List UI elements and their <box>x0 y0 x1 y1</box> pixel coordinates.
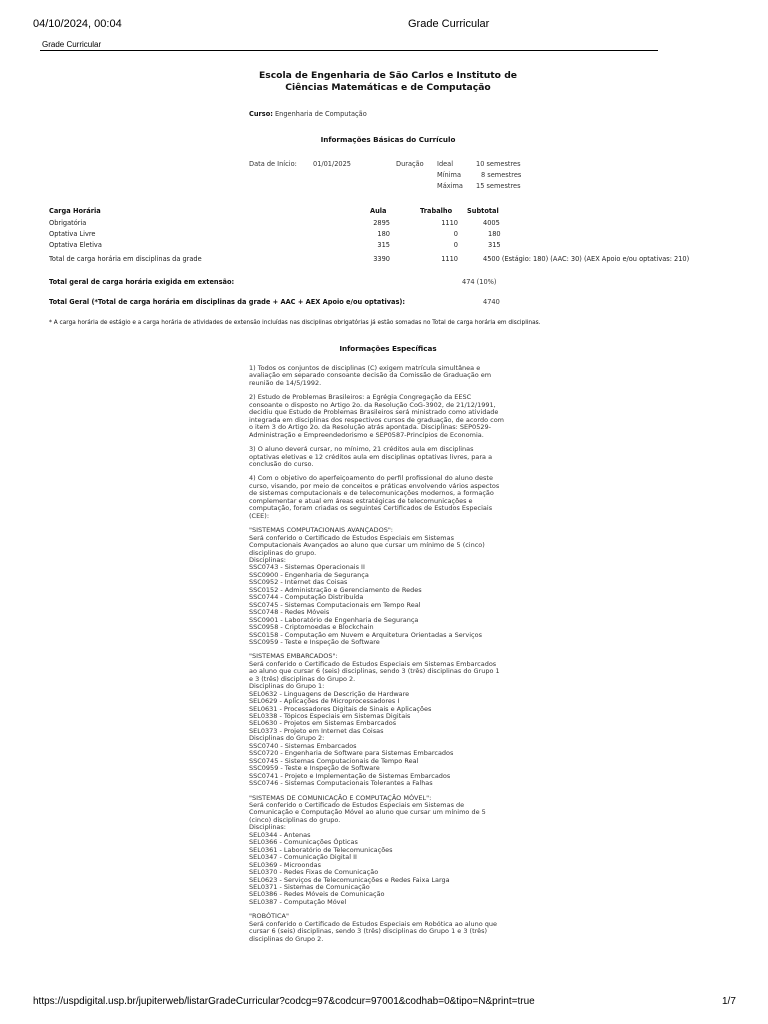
basic-info-title: Informações Básicas do Currículo <box>320 135 456 144</box>
info-paragraph: 2) Estudo de Problemas Brasileiros: a Egrégia Congregação da EESC consoante o disposto no Artigo 2o. da Resolução CoG-3902, de 21/12/1991, decidiu que Estudo de Problemas Brasileiros será ministrado como atividade integrada em disciplinas dos respectivos cursos de graduação, de acordo com o item 3 do Artigo 2o. da Resolução atrás apontada. Disciplinas: SEP0529- Administração e Empreendedorismo e SEP0587-Princípios de Economia. <box>249 393 505 439</box>
duration-max-value: 15 semestres <box>476 182 521 190</box>
row-name: Optativa Livre <box>49 230 96 238</box>
duration-min-label: Mínima <box>437 171 461 179</box>
course-label: Curso: <box>249 110 273 118</box>
info-paragraph: 3) O aluno deverá cursar, no mínimo, 21 créditos aula em disciplinas optativas eletivas e 12 créditos aula em disciplinas optativas livres, para a conclusão do curso. <box>249 445 493 468</box>
row-aula: 2895 <box>373 219 390 227</box>
duration-label: Duração <box>396 160 424 168</box>
start-date-value: 01/01/2025 <box>313 160 352 168</box>
row-trabalho: 0 <box>453 230 458 238</box>
institution-line-2: Ciências Matemáticas e de Computação <box>285 82 491 93</box>
row-name: Obrigatória <box>49 219 87 227</box>
row-name: Optativa Eletiva <box>49 241 102 249</box>
duration-min-value: 8 semestres <box>481 171 522 179</box>
header-trabalho: Trabalho <box>420 207 453 215</box>
row-aula: 180 <box>377 230 390 238</box>
extension-total-value: 474 (10%) <box>462 278 497 286</box>
header-divider <box>40 50 658 51</box>
row-trabalho: 1110 <box>441 255 458 263</box>
course-line <box>249 110 367 118</box>
print-page-number: 1/7 <box>722 996 736 1007</box>
certificate-comunicacao-movel: "SISTEMAS DE COMUNICAÇÃO E COMPUTAÇÃO MÓVEL": Será conferido o Certificado de Estudos Especiais em Sistemas de Comunicação e Computação Móvel ao aluno que cursar um mínimo de 5 (cinco) disciplinas do grupo. Disciplinas: SEL0344 - Antenas SEL0366 - Comunicações Ópticas SEL0361 - Laboratório de Telecomunicações SEL0347 - Comunicação Digital II SEL0369 - Microondas SEL0370 - Redes Fixas de Comunicação SEL0623 - Serviços de Telecomunicações e Redes Faixa Larga SEL0371 - Sistemas de Comunicação SEL0386 - Redes Móveis de Comunicação SEL0387 - Computação Móvel <box>249 793 486 906</box>
duration-ideal-label: Ideal <box>437 160 454 168</box>
institution-line-1: Escola de Engenharia de São Carlos e Instituto de <box>258 70 518 81</box>
duration-ideal-value: 10 semestres <box>476 160 521 168</box>
row-subtotal: 4500 (Estágio: 180) (AAC: 30) (AEX Apoio e/ou optativas: 210) <box>483 255 690 263</box>
specific-info-body <box>249 365 539 950</box>
row-subtotal: 4005 <box>483 219 500 227</box>
print-url: https://uspdigital.usp.br/jupiterweb/listarGradeCurricular?codcg=97&codcur=97001&codhab=0&tipo=N&print=true <box>33 996 535 1007</box>
print-title: Grade Curricular <box>408 18 490 30</box>
header-subtotal: Subtotal <box>467 207 499 215</box>
grand-total-value: 4740 <box>483 298 500 306</box>
workload-note: * A carga horária de estágio e a carga horária de atividades de extensão incluídas nas disciplinas obrigatórias já estão somadas no Total de carga horária em disciplinas. <box>49 320 541 326</box>
info-paragraph: 1) Todos os conjuntos de disciplinas (C) exigem matrícula simultânea e avaliação em separado consoante decisão da Comissão de Graduação em reunião de 14/5/1992. <box>249 364 492 387</box>
specific-info-title: Informações Específicas <box>339 344 437 353</box>
row-name: Total de carga horária em disciplinas da grade <box>49 255 202 263</box>
row-aula: 315 <box>377 241 390 249</box>
page-label: Grade Curricular <box>42 40 102 49</box>
certificate-sistemas-embarcados: "SISTEMAS EMBARCADOS": Será conferido o Certificado de Estudos Especiais em Sistemas Embarcados ao aluno que cursar 6 (seis) disciplinas, sendo 3 (três) disciplinas do Grupo 1 e 3 (três) disciplinas do Grupo 2. Disciplinas do Grupo 1: SEL0632 - Linguagens de Descrição de Hardware SEL0629 - Aplicações de Microprocessadores I SEL0631 - Processadores Digitais de Sinais e Aplicações SEL0338 - Tópicos Especiais em Sistemas Digitais SEL0630 - Projetos em Sistemas Embarcados SEL0373 - Projeto em Internet das Coisas Disciplinas do Grupo 2: SSC0740 - Sistemas Embarcados SSC0720 - Engenharia de Software para Sistemas Embarcados SSC0745 - Sistemas Computacionais de Tempo Real SSC0959 - Teste e Inspeção de Software SSC0741 - Projeto e Implementação de Sistemas Embarcados SSC0746 - Sistemas Computacionais Tolerantes a Falhas <box>249 652 500 788</box>
row-subtotal: 315 <box>488 241 501 249</box>
institution-title <box>0 70 768 94</box>
print-datetime: 04/10/2024, 00:04 <box>33 18 122 30</box>
row-trabalho: 1110 <box>441 219 458 227</box>
extension-total-label: Total geral de carga horária exigida em extensão: <box>49 278 235 286</box>
certificate-sistemas-computacionais: "SISTEMAS COMPUTACIONAIS AVANÇADOS": Será conferido o Certificado de Estudos Especiais em Sistemas Computacionais Avançados ao aluno que cursar um mínimo de 5 (cinco) disciplinas do grupo. Disciplinas: SSC0743 - Sistemas Operacionais II SSC0900 - Engenharia de Segurança SSC0952 - Internet das Coisas SSC0152 - Administração e Gerenciamento de Redes SSC0744 - Computação Distribuída SSC0745 - Sistemas Computacionais em Tempo Real SSC0748 - Redes Móveis SSC0901 - Laboratório de Engenharia de Segurança SSC0958 - Criptomoedas e Blockchain SSC0158 - Computação em Nuvem e Arquitetura Orientadas a Serviços SSC0959 - Teste e Inspeção de Software <box>249 526 485 646</box>
info-paragraph: 4) Com o objetivo do aperfeiçoamento do perfil profissional do aluno deste curso, visando, por meio de conceitos e práticas envolvendo vários aspectos de sistemas computacionais e de telecomunicações modernos, a formação complementar e atual em áreas estratégicas de telecomunicações e computação, foram criadas os seguintes Certificados de Estudos Especiais (CEE): <box>249 474 500 520</box>
header-name: Carga Horária <box>49 207 101 215</box>
certificate-robotica: "ROBÓTICA" Será conferido o Certificado de Estudos Especiais em Robótica ao aluno que cursar 6 (seis) disciplinas, sendo 3 (três) disciplinas do Grupo 1 e 3 (três) disciplinas do Grupo 2. <box>249 912 498 943</box>
start-date-label: Data de Início: <box>249 160 297 168</box>
row-subtotal: 180 <box>488 230 501 238</box>
header-aula: Aula <box>370 207 387 215</box>
grand-total-label: Total Geral (*Total de carga horária em disciplinas da grade + AAC + AEX Apoio e/ou optativas): <box>49 298 406 306</box>
row-trabalho: 0 <box>453 241 458 249</box>
duration-max-label: Máxima <box>437 182 463 190</box>
course-value: Engenharia de Computação <box>275 110 367 118</box>
row-aula: 3390 <box>373 255 390 263</box>
